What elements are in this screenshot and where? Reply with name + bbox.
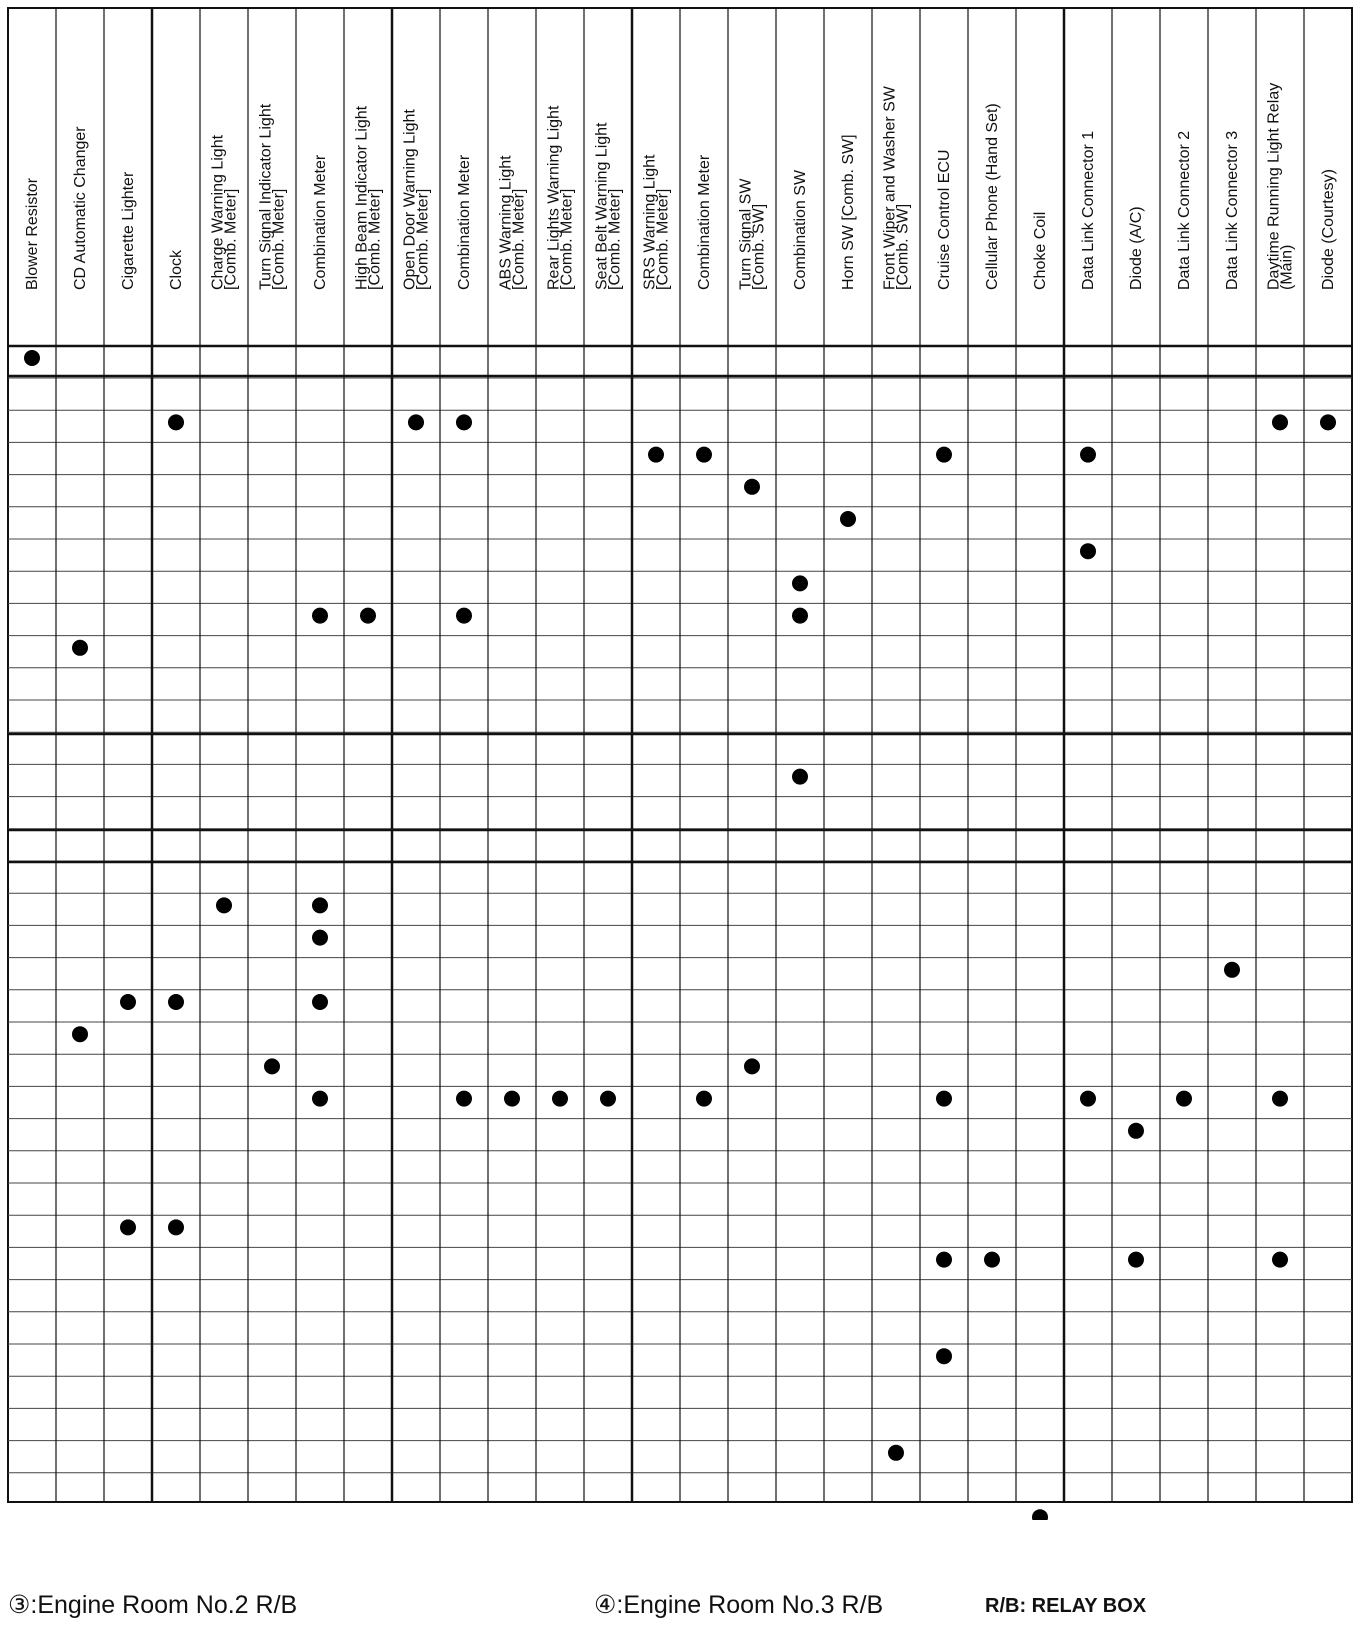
column-header-10: Combination Meter (456, 154, 473, 290)
connection-dot (600, 1091, 616, 1107)
column-header-26: Data Link Connector 3 (1224, 130, 1241, 290)
column-header-2: CD Automatic Changer (72, 126, 89, 290)
column-header-5: Charge Warning Light[Comb. Meter] (209, 134, 240, 290)
connection-dot (504, 1091, 520, 1107)
connection-dot (1128, 1123, 1144, 1139)
connection-dot (1176, 1091, 1192, 1107)
connection-dot (1224, 962, 1240, 978)
connection-dot (696, 1091, 712, 1107)
connection-dot (1320, 414, 1336, 430)
legend-relay-box-note: R/B: RELAY BOX (985, 1595, 1147, 1617)
connection-dot (936, 1091, 952, 1107)
connection-dot (312, 994, 328, 1010)
column-header-27: Daytime Running Light Relay(Main) (1265, 82, 1296, 290)
column-header-23: Data Link Connector 1 (1080, 130, 1097, 290)
connection-dot (1032, 1509, 1048, 1520)
column-header-19: Front Wiper and Washer SW[Comb. SW] (881, 86, 912, 290)
connection-dot (168, 1219, 184, 1235)
column-header-16: Turn Signal SW[Comb. SW] (737, 178, 768, 290)
connection-dot (456, 608, 472, 624)
connection-dot (1080, 447, 1096, 463)
column-header-12: Rear Lights Warning Light[Comb. Meter] (545, 105, 576, 290)
connection-dot (744, 479, 760, 495)
connection-dot (1080, 543, 1096, 559)
connection-dot (1272, 1091, 1288, 1107)
column-header-24: Diode (A/C) (1128, 206, 1145, 290)
connection-dot (120, 1219, 136, 1235)
connection-dot (936, 1348, 952, 1364)
column-header-1: Blower Resistor (24, 177, 41, 290)
column-header-4: Clock (168, 249, 185, 290)
legend-engine-room-no2: ③:Engine Room No.2 R/B (8, 1591, 298, 1619)
connection-dot (120, 994, 136, 1010)
connection-dot (312, 608, 328, 624)
connection-dot (168, 414, 184, 430)
connection-dot (744, 1058, 760, 1074)
legend-engine-room-no3: ④:Engine Room No.3 R/B (594, 1591, 884, 1619)
column-header-25: Data Link Connector 2 (1176, 130, 1193, 290)
column-header-8: High Beam Indicator Light[Comb. Meter] (353, 105, 384, 290)
column-header-13: Seat Belt Warning Light[Comb. Meter] (593, 122, 624, 290)
connection-dot (792, 769, 808, 785)
column-header-11: ABS Warning Light[Comb. Meter] (497, 155, 528, 290)
connection-dot (312, 1091, 328, 1107)
connection-dot (72, 1026, 88, 1042)
connection-dot (216, 897, 232, 913)
connection-dot (888, 1445, 904, 1461)
column-header-3: Cigarette Lighter (120, 171, 137, 290)
connection-dot (792, 575, 808, 591)
column-header-28: Diode (Courtesy) (1320, 169, 1337, 290)
column-header-20: Cruise Control ECU (936, 149, 953, 290)
connection-dot (360, 608, 376, 624)
connection-dot (936, 1252, 952, 1268)
connection-dot (456, 1091, 472, 1107)
connection-dot (456, 414, 472, 430)
connection-dot (264, 1058, 280, 1074)
connection-dot (936, 447, 952, 463)
connection-dot (1128, 1252, 1144, 1268)
connection-dot (696, 447, 712, 463)
column-header-22: Choke Coil (1032, 211, 1049, 290)
connection-dot (24, 350, 40, 366)
connection-dot (552, 1091, 568, 1107)
connection-dot (1080, 1091, 1096, 1107)
column-header-17: Combination SW (792, 169, 809, 290)
connection-dot (1272, 414, 1288, 430)
column-header-6: Turn Signal Indicator Light[Comb. Meter] (257, 103, 288, 290)
connection-dot (72, 640, 88, 656)
column-header-7: Combination Meter (312, 154, 329, 290)
column-header-21: Cellular Phone (Hand Set) (984, 103, 1001, 290)
connection-dot (1272, 1252, 1288, 1268)
connection-dot (408, 414, 424, 430)
connection-dot (312, 930, 328, 946)
connection-dot (168, 994, 184, 1010)
connection-dot (312, 897, 328, 913)
column-header-14: SRS Warning Light[Comb. Meter] (641, 154, 672, 290)
connection-dot (648, 447, 664, 463)
connection-dot (792, 608, 808, 624)
connection-dot (840, 511, 856, 527)
column-header-15: Combination Meter (696, 154, 713, 290)
column-header-18: Horn SW [Comb. SW] (840, 134, 857, 290)
column-header-9: Open Door Warning Light[Comb. Meter] (401, 109, 432, 290)
connection-dot (984, 1252, 1000, 1268)
